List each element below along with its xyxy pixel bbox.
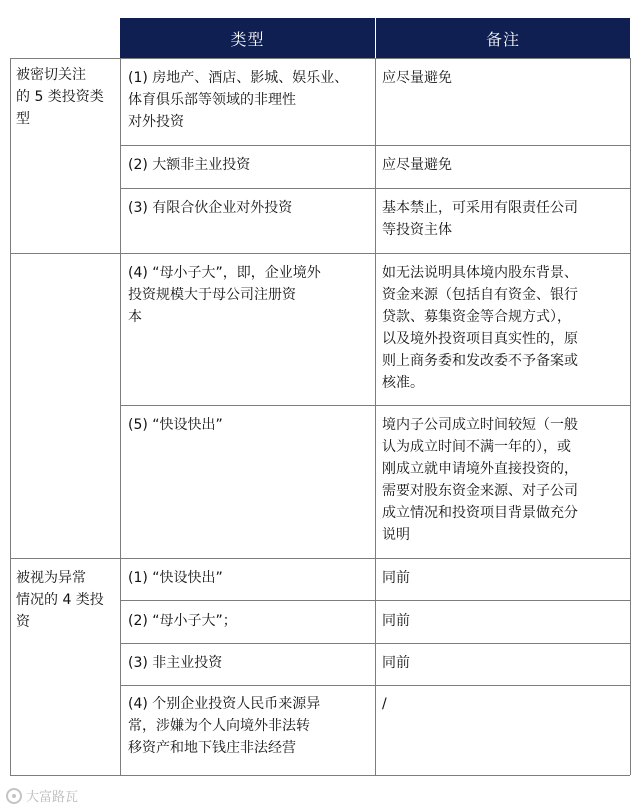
grid-line-row5: [10, 558, 630, 559]
grid-line-right: [630, 58, 631, 775]
note-cell: [382, 154, 452, 176]
type-cell: [128, 67, 348, 133]
note-line: 以及境外投资项目真实性的，原: [382, 331, 578, 347]
grid-line-row1: [120, 145, 630, 146]
type-cell: [128, 154, 250, 176]
note-line: 应尽量避免: [382, 157, 452, 173]
note-line: 等投资主体: [382, 222, 452, 238]
note-line: 贷款、募集资金等合规方式），: [382, 309, 571, 325]
type-cell: [128, 610, 237, 632]
grid-line-left: [10, 58, 11, 775]
note-line: /: [382, 696, 387, 712]
note-line: 如无法说明具体境内股东背景、: [382, 265, 578, 281]
note-line: 认为成立时间不满一年的），或: [382, 439, 571, 455]
group-label-watched: [16, 64, 104, 130]
grid-line-row2: [120, 188, 630, 189]
type-line: (1) “快设快出”: [128, 570, 223, 586]
type-line: (2) “母小子大”；: [128, 613, 237, 629]
type-line: (1) 房地产、酒店、影城、娱乐业、: [128, 70, 349, 86]
type-line: (5) “快设快出”: [128, 417, 223, 433]
watermark-logo-icon: [6, 788, 22, 804]
type-line: (3) 非主业投资: [128, 655, 223, 671]
grid-line-row6: [120, 600, 630, 601]
grid-line-row4: [120, 405, 630, 406]
watermark-text: 大富路瓦: [26, 790, 79, 805]
grid-line-mid: [375, 58, 376, 775]
grid-line-top: [10, 58, 630, 59]
type-line: 常，涉嫌为个人向境外非法转: [128, 718, 310, 734]
group-label-line: 情况的 4 类投: [16, 592, 104, 608]
note-line: 应尽量避免: [382, 70, 452, 86]
note-line: 资金来源（包括自有资金、银行: [382, 287, 578, 303]
type-cell: [128, 414, 223, 436]
type-line: 体育俱乐部等领域的非理性: [128, 92, 296, 108]
type-line: (3) 有限合伙企业对外投资: [128, 200, 293, 216]
grid-line-row8: [120, 685, 630, 686]
header-type: [120, 18, 375, 58]
note-line: 基本禁止，可采用有限责任公司: [382, 200, 578, 216]
note-cell: [382, 262, 578, 394]
type-cell: [128, 567, 223, 589]
note-line: 核准。: [382, 375, 424, 391]
note-cell: [382, 610, 410, 632]
group-label-abnormal: [16, 567, 104, 633]
type-cell: [128, 652, 222, 674]
note-line: 成立情况和投资项目背景做充分: [382, 505, 578, 521]
grid-line-group: [120, 58, 121, 775]
type-cell: [128, 693, 320, 759]
note-line: 说明: [382, 527, 410, 543]
note-line: 境内子公司成立时间较短（一般: [382, 417, 578, 433]
grid-line-bottom: [10, 775, 630, 776]
watermark: [6, 786, 78, 805]
type-cell: [128, 197, 292, 219]
group-label-line: 被视为异常: [16, 570, 86, 586]
grid-line-row7: [120, 643, 630, 644]
note-cell: [382, 67, 452, 89]
type-line: (2) 大额非主业投资: [128, 157, 251, 173]
type-cell: [128, 262, 321, 328]
note-line: 同前: [382, 570, 410, 586]
note-cell: [382, 693, 387, 715]
group-label-line: 的 5 类投资类: [16, 89, 104, 105]
header-note: [376, 18, 630, 58]
note-cell: [382, 567, 410, 589]
note-cell: [382, 197, 578, 241]
note-cell: [382, 414, 578, 546]
group-label-line: 资: [16, 614, 30, 630]
type-line: (4) 个别企业投资人民币来源异: [128, 696, 321, 712]
note-line: 同前: [382, 655, 410, 671]
type-line: 本: [128, 309, 142, 325]
group-label-line: 型: [16, 111, 30, 127]
note-line: 则上商务委和发改委不予备案或: [382, 353, 578, 369]
type-line: 对外投资: [128, 114, 184, 130]
type-line: 移资产和地下钱庄非法经营: [128, 740, 296, 756]
note-cell: [382, 652, 410, 674]
grid-line-row3: [10, 253, 630, 254]
note-line: 刚成立就申请境外直接投资的，: [382, 461, 578, 477]
type-line: (4) “母小子大”，即，企业境外: [128, 265, 321, 281]
note-line: 同前: [382, 613, 410, 629]
type-line: 投资规模大于母公司注册资: [128, 287, 296, 303]
group-label-line: 被密切关注: [16, 67, 86, 83]
note-line: 需要对股东资金来源、对子公司: [382, 483, 578, 499]
header-note-label: 备注: [485, 29, 520, 49]
header-type-label: 类型: [230, 29, 265, 49]
